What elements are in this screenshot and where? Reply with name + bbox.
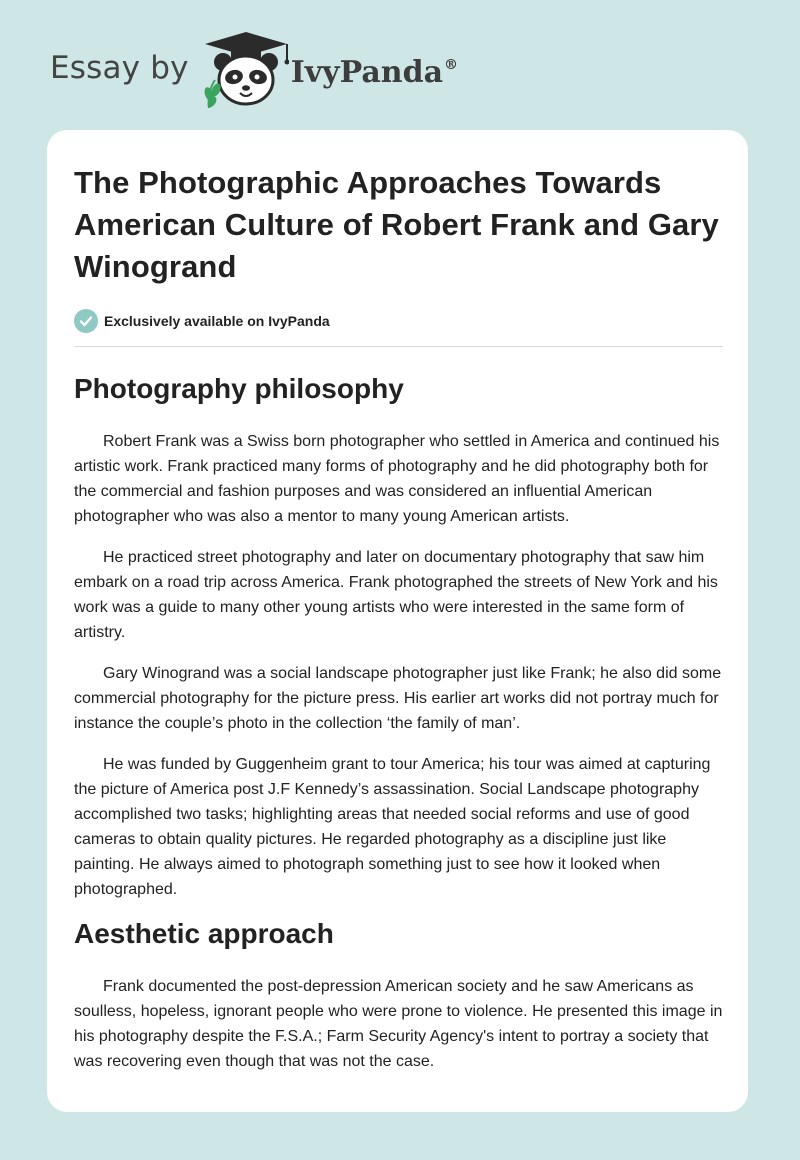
registered-mark: ® bbox=[444, 56, 459, 73]
title-divider bbox=[74, 346, 723, 347]
site-header bbox=[50, 30, 470, 110]
section-heading: Aesthetic approach bbox=[74, 918, 334, 949]
check-circle-icon bbox=[74, 309, 98, 333]
paragraph: Robert Frank was a Swiss born photographer who settled in America and continued his artistic work. Frank practiced many forms of photography and he did photography both for the commercial and fashion purposes and was considered an influential American photographer who was also a mentor to many young American artists. bbox=[74, 433, 720, 525]
essay-title: The Photographic Approaches Towards American Culture of Robert Frank and Gary Winogrand bbox=[74, 165, 719, 284]
panda-graduate-logo[interactable] bbox=[203, 30, 289, 110]
essay-card bbox=[47, 130, 748, 1112]
paragraph: Gary Winogrand was a social landscape photographer just like Frank; he also did some commercial photography for the picture press. His earlier art works did not portray much for instance the couple’s photo in the collection ‘the family of man’. bbox=[74, 665, 722, 732]
paragraph: He practiced street photography and later on documentary photography that saw him embark on a road trip across America. Frank photographed the streets of New York and his work was a guide to many other young artists who were interested in the same form of artistry. bbox=[74, 549, 718, 641]
section-photography-philosophy bbox=[74, 371, 723, 902]
exclusive-label: Exclusively available on IvyPanda bbox=[104, 313, 330, 329]
essay-content bbox=[74, 162, 723, 1074]
brand-name[interactable] bbox=[291, 55, 458, 90]
paragraph: He was funded by Guggenheim grant to tour America; his tour was aimed at capturing the picture of America post J.F Kennedy’s assassination. Social Landscape photography accomplished two tasks; highlighting areas that needed social reforms and use of good cameras to obtain quality pictures. He regarded photography as a discipline just like painting. He always aimed to photograph something just to see how it looked when photographed. bbox=[74, 756, 711, 898]
section-aesthetic-approach bbox=[74, 916, 723, 1074]
exclusive-badge bbox=[74, 308, 723, 334]
paragraph: Frank documented the post-depression American society and he saw Americans as soulless, hopeless, ignorant people who were prone to violence. He presented this image in his photography despite the F.S.A.; Farm Security Agency's intent to portray a society that was recovering even though that was not the case. bbox=[74, 978, 723, 1070]
essay-by-label: Essay by bbox=[50, 50, 189, 86]
panda-logo-icon bbox=[203, 30, 289, 110]
section-heading: Photography philosophy bbox=[74, 373, 404, 404]
brand-name-text: IvyPanda bbox=[290, 54, 444, 90]
